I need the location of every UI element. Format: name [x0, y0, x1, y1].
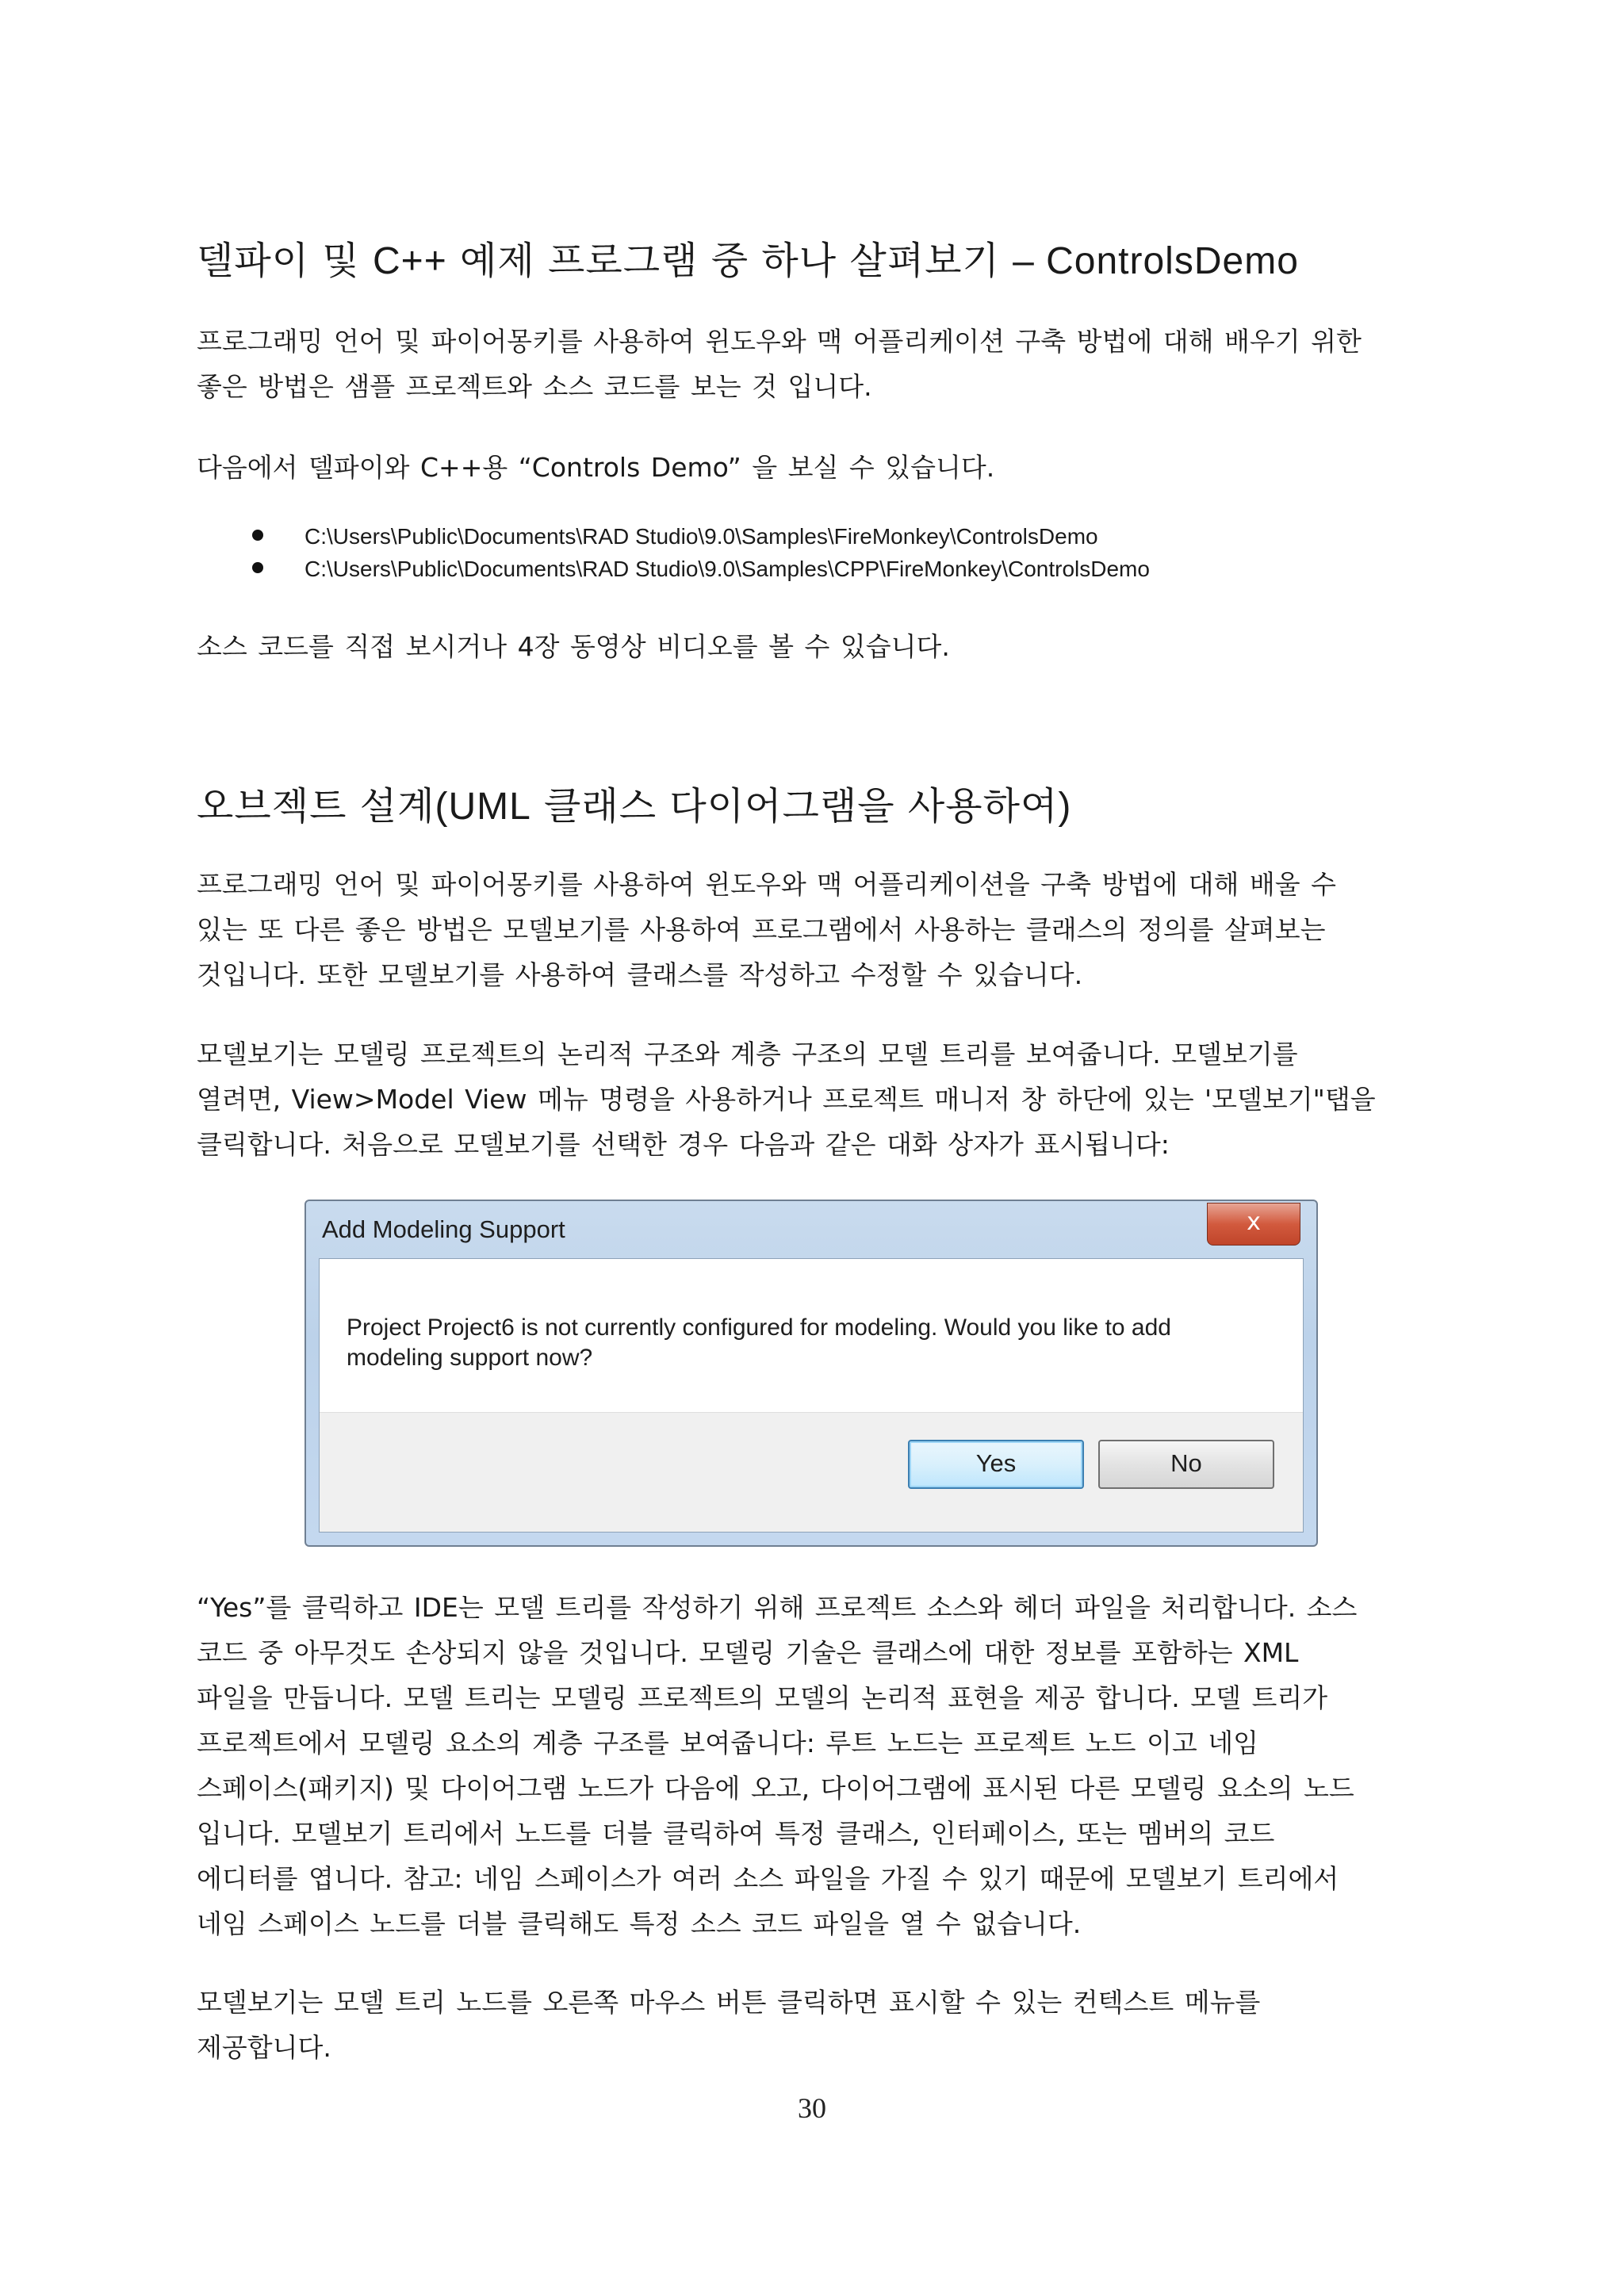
- text-line: 모델보기는 모델링 프로젝트의 논리적 구조와 계층 구조의 모델 트리를 보여줍니다. 모델보기를: [197, 1039, 1298, 1070]
- text-line: 소스 코드를 직접 보시거나 4장 동영상 비디오를 볼 수 있습니다.: [197, 631, 950, 662]
- paragraph: [197, 1031, 1442, 1167]
- bullet-icon: [252, 562, 263, 573]
- text-line: 좋은 방법은 샘플 프로젝트와 소스 코드를 보는 것 입니다.: [197, 371, 872, 402]
- heading-part: C++: [373, 240, 447, 282]
- heading-part: ): [1058, 786, 1072, 828]
- bullet-icon: [252, 530, 263, 541]
- heading-part: (UML: [435, 786, 531, 828]
- text-line: 코드 중 아무것도 손상되지 않을 것입니다. 모델링 기술은 클래스에 대한 정보를 포함하는 XML: [197, 1637, 1299, 1668]
- paragraph: [197, 1980, 1442, 2070]
- section-heading-controls-demo: [197, 230, 1299, 285]
- path-text: C:\Users\Public\Documents\RAD Studio\9.0\Samples\FireMonkey\ControlsDemo: [304, 524, 1098, 549]
- close-icon: x: [1247, 1208, 1261, 1236]
- paragraph: [197, 1585, 1442, 1946]
- text-line: 것입니다. 또한 모델보기를 사용하여 클래스를 작성하고 수정할 수 있습니다.: [197, 959, 1083, 990]
- text-line: 모델보기는 모델 트리 노드를 오른쪽 마우스 버튼 클릭하면 표시할 수 있는 컨텍스트 메뉴를: [197, 1987, 1261, 2018]
- list-item: [197, 520, 1150, 553]
- paragraph: [197, 862, 1442, 997]
- dialog-title: Add Modeling Support: [322, 1215, 565, 1243]
- heading-part: – ControlsDemo: [1013, 240, 1299, 282]
- text-line: 파일을 만듭니다. 모델 트리는 모델링 프로젝트의 모델의 논리적 표현을 제공 합니다. 모델 트리가: [197, 1682, 1328, 1713]
- no-button[interactable]: No: [1098, 1440, 1274, 1489]
- heading-part: 예제 프로그램 중 하나 살펴보기: [446, 239, 1013, 283]
- text-line: 네임 스페이스 노드를 더블 클릭해도 특정 소스 코드 파일을 열 수 없습니다.: [197, 1908, 1082, 1939]
- text-line: 에디터를 엽니다. 참고: 네임 스페이스가 여러 소스 파일을 가질 수 있기 때문에 모델보기 트리에서: [197, 1863, 1339, 1894]
- heading-part: 클래스 다이어그램을 사용하여: [530, 784, 1059, 828]
- text-line: 입니다. 모델보기 트리에서 노드를 더블 클릭하여 특정 클래스, 인터페이스, 또는 멤버의 코드: [197, 1818, 1275, 1849]
- text-line: 클릭합니다. 처음으로 모델보기를 선택한 경우 다음과 같은 대화 상자가 표시됩니다:: [197, 1129, 1170, 1160]
- text-line: 제공합니다.: [197, 2032, 331, 2063]
- paragraph: [197, 624, 1442, 669]
- add-modeling-support-dialog-screenshot: [304, 1200, 1318, 1547]
- text-line: 다음에서 델파이와 C++용 “Controls Demo” 을 보실 수 있습니다.: [197, 452, 995, 483]
- heading-part: 오브젝트 설계: [197, 784, 435, 828]
- dialog-titlebar: [306, 1201, 1316, 1258]
- yes-button[interactable]: Yes: [908, 1440, 1084, 1489]
- section-heading-object-design: [197, 775, 1071, 830]
- heading-part: 델파이 및: [197, 239, 373, 283]
- sample-path-list: [197, 520, 1150, 585]
- text-line: “Yes”를 클릭하고 IDE는 모델 트리를 작성하기 위해 프로젝트 소스와 헤더 파일을 처리합니다. 소스: [197, 1592, 1358, 1623]
- text-line: 프로그래밍 언어 및 파이어몽키를 사용하여 윈도우와 맥 어플리케이션을 구축 방법에 대해 배울 수: [197, 869, 1336, 900]
- dialog-message: Project Project6 is not currently configured for modeling. Would you like to add modeling support now?: [347, 1314, 1171, 1371]
- paragraph: [197, 319, 1442, 409]
- list-item: [197, 553, 1150, 585]
- text-line: 프로그래밍 언어 및 파이어몽키를 사용하여 윈도우와 맥 어플리케이션 구축 방법에 대해 배우기 위한: [197, 326, 1362, 357]
- page-number: 30: [798, 2092, 826, 2124]
- text-line: 스페이스(패키지) 및 다이어그램 노드가 다음에 오고, 다이어그램에 표시된 다른 모델링 요소의 노드: [197, 1773, 1354, 1804]
- text-line: 있는 또 다른 좋은 방법은 모델보기를 사용하여 프로그램에서 사용하는 클래스의 정의를 살펴보는: [197, 914, 1326, 945]
- dialog-client-area: [319, 1258, 1304, 1533]
- dialog-button-bar: [320, 1412, 1303, 1532]
- close-button[interactable]: [1207, 1203, 1300, 1246]
- paragraph: [197, 445, 1442, 490]
- path-text: C:\Users\Public\Documents\RAD Studio\9.0\Samples\CPP\FireMonkey\ControlsDemo: [304, 557, 1150, 581]
- text-line: 프로젝트에서 모델링 요소의 계층 구조를 보여줍니다: 루트 노드는 프로젝트 노드 이고 네임: [197, 1728, 1258, 1758]
- text-line: 열려면, View>Model View 메뉴 명령을 사용하거나 프로젝트 매니저 창 하단에 있는 '모델보기"탭을: [197, 1084, 1376, 1115]
